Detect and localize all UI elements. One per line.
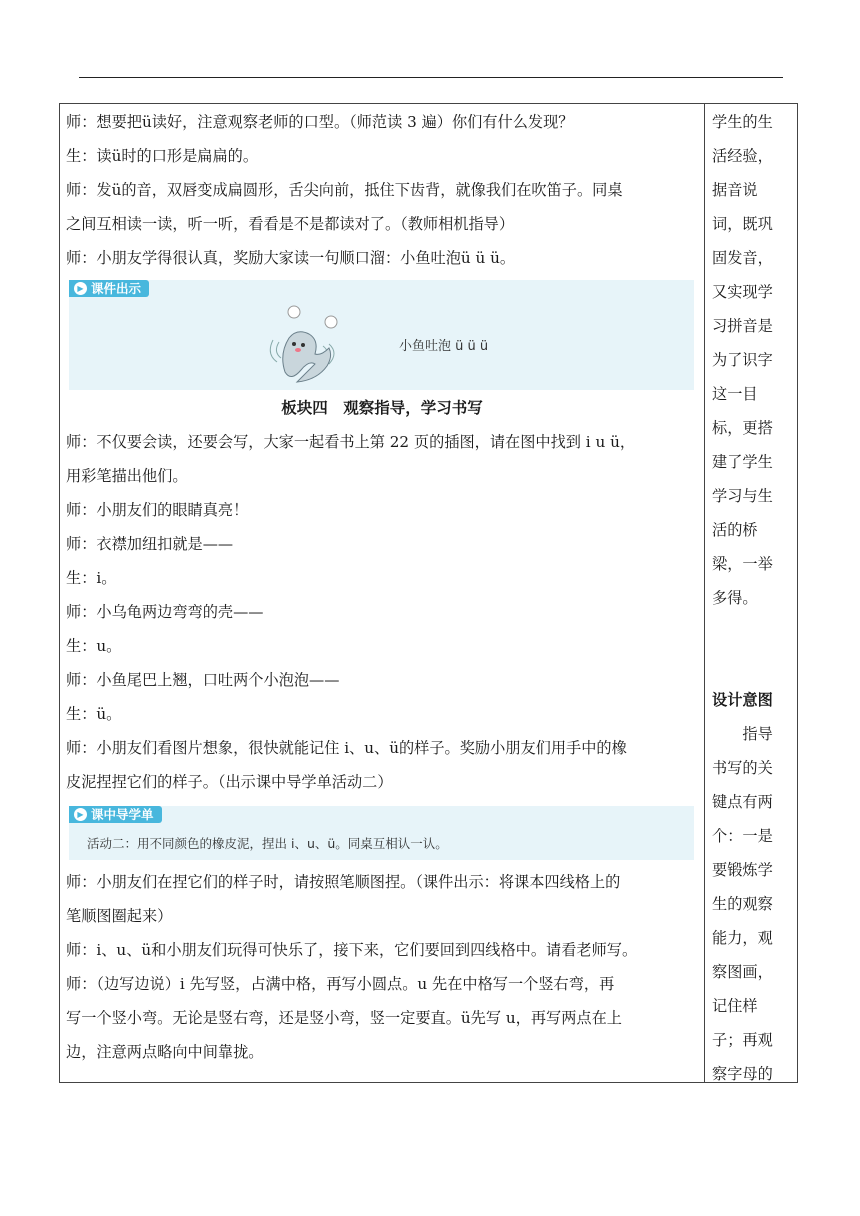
play-icon: ▶ xyxy=(74,282,87,295)
side-line: 这一目 xyxy=(712,385,758,403)
text-line: 师：小朋友们看图片想象，很快就能记住 i、u、ü的样子。奖励小朋友们用手中的橡 xyxy=(66,739,627,757)
courseware-tag-label: 课件出示 xyxy=(91,281,142,296)
side-line: 要锻炼学 xyxy=(712,861,773,879)
side-line: 活经验， xyxy=(712,147,773,165)
side-spacer xyxy=(712,615,792,649)
courseware-tag xyxy=(69,280,149,297)
side-line: 察字母的 xyxy=(712,1065,773,1083)
design-intent-heading: 设计意图 xyxy=(712,691,773,709)
side-line: 能力，观 xyxy=(712,929,773,947)
activity-text: 活动二：用不同颜色的橡皮泥，捏出 i、u、ü。同桌互相认一认。 xyxy=(87,836,448,851)
side-line: 学习与生 xyxy=(712,487,773,505)
text-line: 写一个竖小弯。无论是竖右弯，还是竖小弯，竖一定要直。ü先写 u，再写两点在上 xyxy=(66,1009,622,1027)
side-line: 活的桥 xyxy=(712,521,758,539)
side-line: 词，既巩 xyxy=(712,215,773,233)
play-icon: ▶ xyxy=(74,808,87,821)
text-line: 师：（边写边说）i 先写竖，占满中格，再写小圆点。u 先在中格写一个竖右弯，再 xyxy=(66,975,615,993)
side-line: 学生的生 xyxy=(712,113,773,131)
text-line: 师：小朋友们的眼睛真亮！ xyxy=(66,501,249,519)
side-line: 书写的关 xyxy=(712,759,773,777)
side-line: 记住样 xyxy=(712,997,758,1015)
text-line: 师：i、u、ü和小朋友们玩得可快乐了，接下来，它们要回到四线格中。请看老师写。 xyxy=(66,941,638,959)
section-title: 板块四 观察指导，学习书写 xyxy=(281,398,483,417)
column-divider xyxy=(704,103,705,1083)
courseware-caption: 小鱼吐泡 ü ü ü xyxy=(399,339,489,354)
side-spacer xyxy=(712,649,792,683)
side-line: 多得。 xyxy=(712,589,758,607)
text-line: 笔顺图圈起来） xyxy=(66,907,173,925)
text-line: 皮泥捏捏它们的样子。（出示课中导学单活动二） xyxy=(66,773,393,791)
side-line: 键点有两 xyxy=(712,793,773,811)
header-rule xyxy=(79,77,783,78)
text-line: 师：想要把ü读好，注意观察老师的口型。（师范读 3 遍）你们有什么发现？ xyxy=(66,113,574,131)
side-line: 察图画， xyxy=(712,963,773,981)
text-line: 生：u。 xyxy=(66,637,122,655)
main-column xyxy=(66,105,698,1069)
guide-sheet-tag-label: 课中导学单 xyxy=(91,807,154,822)
side-line: 子；再观 xyxy=(712,1031,773,1049)
side-line: 指导 xyxy=(712,725,773,743)
side-line: 据音说 xyxy=(712,181,758,199)
text-line: 生：ü。 xyxy=(66,705,122,723)
guide-sheet-box xyxy=(69,806,694,860)
side-line: 习拼音是 xyxy=(712,317,773,335)
guide-sheet-tag xyxy=(69,806,162,823)
text-line: 边，注意两点略向中间靠拢。 xyxy=(66,1043,264,1061)
text-line: 师：衣襟加纽扣就是—— xyxy=(66,535,234,553)
side-line: 为了识字 xyxy=(712,351,773,369)
text-line: 师：不仅要会读，还要会写，大家一起看书上第 22 页的插图，请在图中找到 i u ü， xyxy=(66,433,636,451)
courseware-box xyxy=(69,280,694,390)
fish-bubbles-icon xyxy=(267,300,377,384)
text-line: 师：小鱼尾巴上翘，口吐两个小泡泡—— xyxy=(66,671,340,689)
side-column xyxy=(712,105,792,1091)
text-line: 师：小乌龟两边弯弯的壳—— xyxy=(66,603,264,621)
side-line: 又实现学 xyxy=(712,283,773,301)
side-line: 固发音， xyxy=(712,249,773,267)
side-line: 建了学生 xyxy=(712,453,773,471)
text-line: 用彩笔描出他们。 xyxy=(66,467,188,485)
side-line: 生的观察 xyxy=(712,895,773,913)
text-line: 师：小朋友们在捏它们的样子时，请按照笔顺图捏。（课件出示：将课本四线格上的 xyxy=(66,873,621,891)
text-line: 之间互相读一读，听一听，看看是不是都读对了。（教师相机指导） xyxy=(66,215,515,233)
side-line: 个：一是 xyxy=(712,827,773,845)
side-line: 梁，一举 xyxy=(712,555,773,573)
text-line: 师：小朋友学得很认真，奖励大家读一句顺口溜：小鱼吐泡ü ü ü。 xyxy=(66,249,516,267)
text-line: 师：发ü的音，双唇变成扁圆形，舌尖向前，抵住下齿背，就像我们在吹笛子。同桌 xyxy=(66,181,623,199)
text-line: 生：读ü时的口形是扁扁的。 xyxy=(66,147,259,165)
text-line: 生：i。 xyxy=(66,569,117,587)
side-line: 标，更搭 xyxy=(712,419,773,437)
